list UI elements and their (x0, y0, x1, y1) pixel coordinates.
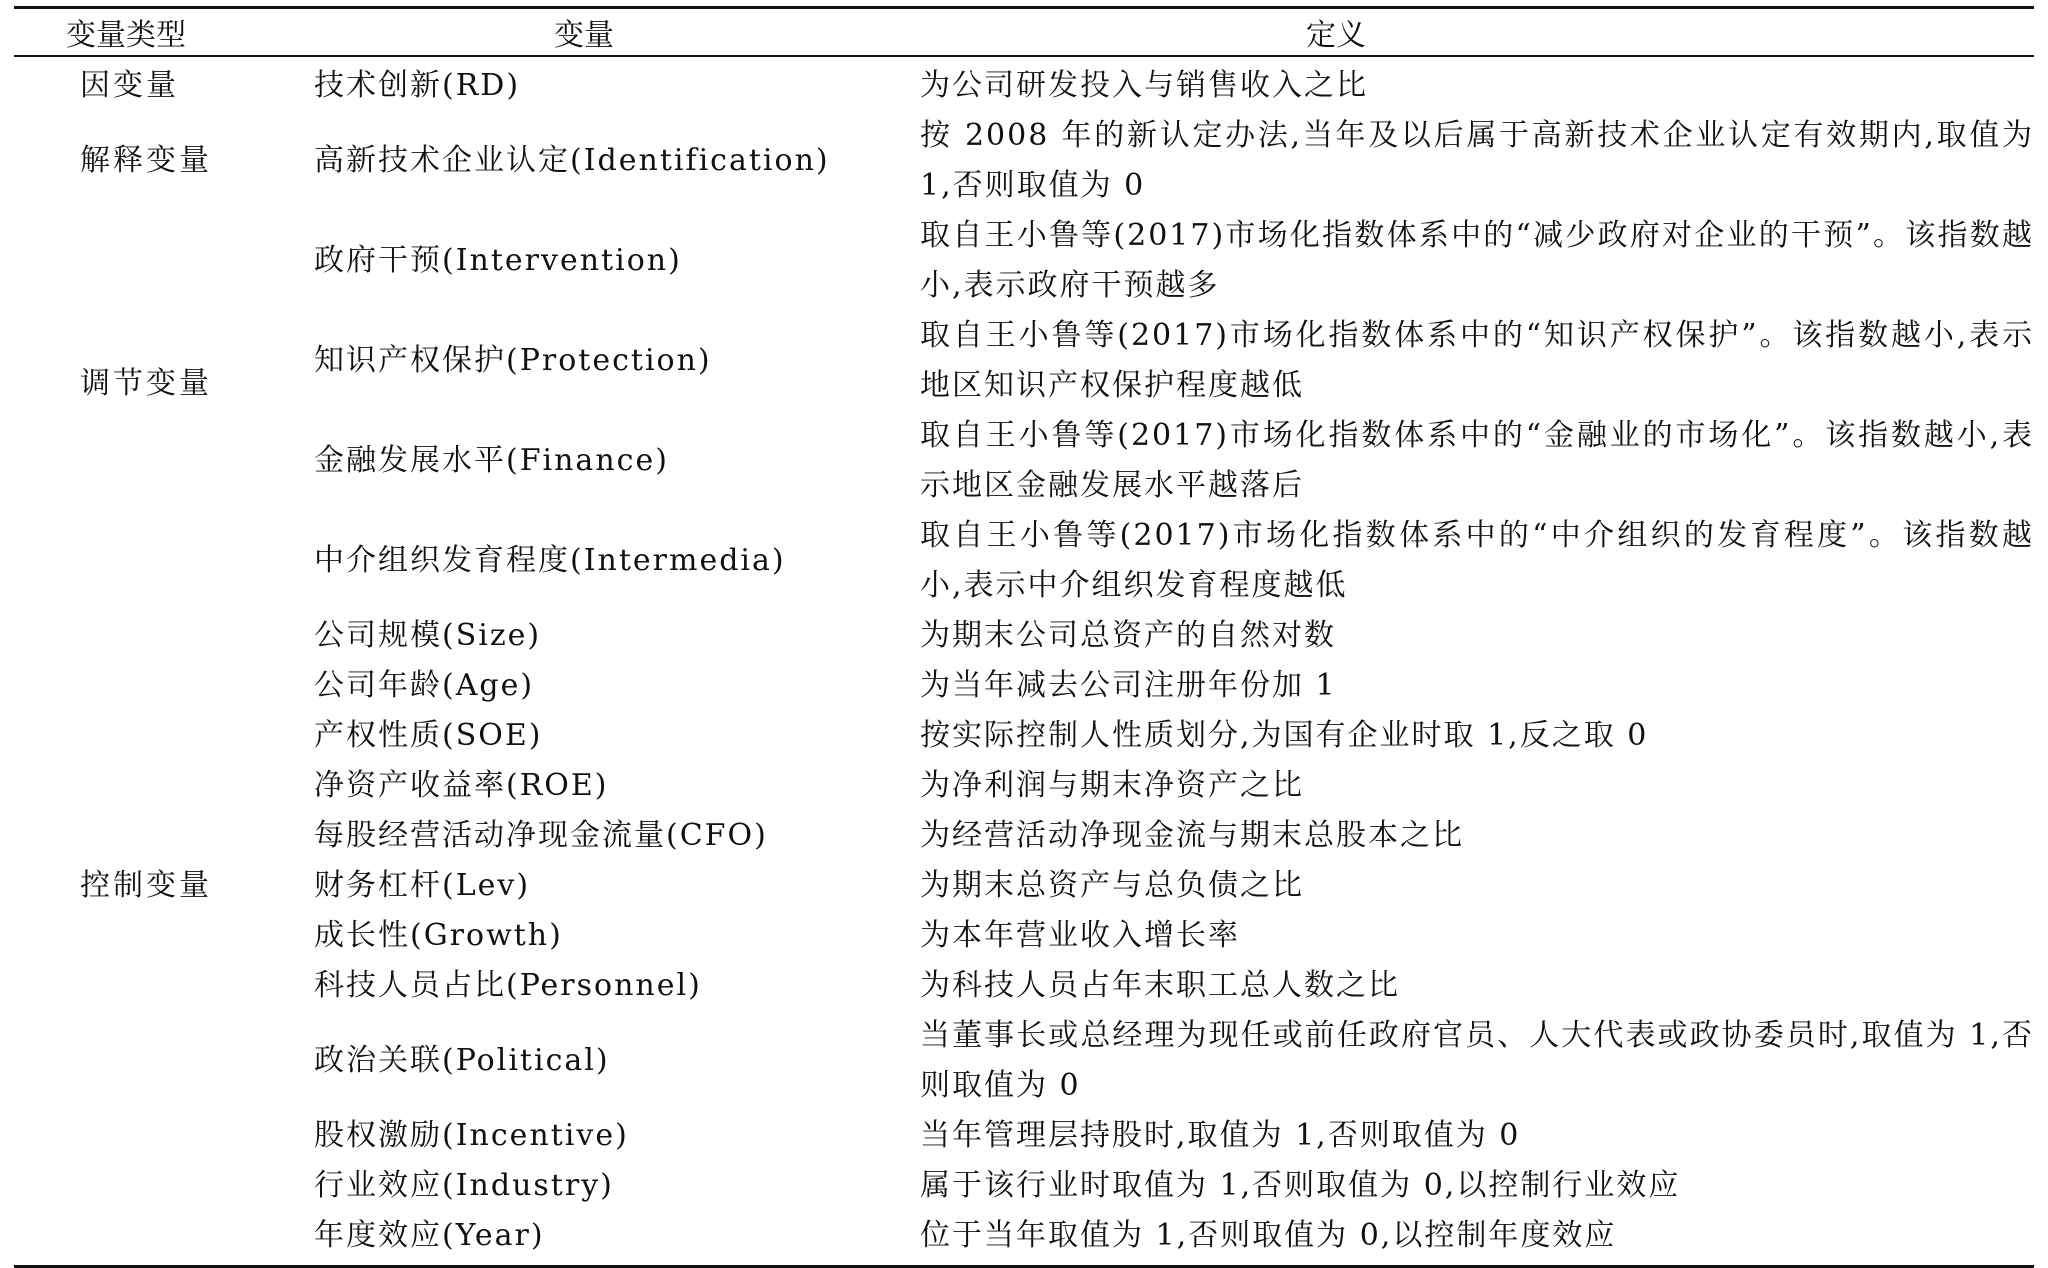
row-definition-cell: 为本年营业收入增长率 (920, 918, 1240, 953)
variable-definition-table-container (14, 6, 2034, 1268)
table-row (14, 56, 2034, 111)
row-type-cell (14, 711, 224, 761)
row-definition-cell: 为经营活动净现金流与期末总股本之比 (920, 818, 1464, 853)
table-row (14, 611, 2034, 661)
variable-definition-table (14, 6, 2034, 1268)
row-type-cell (14, 811, 224, 861)
table-row (14, 1111, 2034, 1161)
table-row (14, 311, 2034, 411)
row-type-cell (14, 1161, 224, 1211)
row-type-cell (14, 1011, 224, 1111)
table-header (14, 8, 2034, 57)
row-definition-cell: 取自王小鲁等(2017)市场化指数体系中的“减少政府对企业的干预”。该指数越小,表示政府干预越多 (920, 218, 2034, 303)
table-row (14, 711, 2034, 761)
row-variable-cell: 知识产权保护(Protection) (314, 343, 712, 378)
table-row (14, 511, 2034, 611)
row-definition-cell: 为当年减去公司注册年份加 1 (920, 668, 1337, 703)
row-type-cell: 解释变量 (80, 143, 212, 178)
row-type-cell (14, 411, 224, 511)
row-variable-cell: 股权激励(Incentive) (314, 1118, 629, 1153)
header-type: 变量类型 (66, 18, 186, 53)
table-row (14, 811, 2034, 861)
row-definition-cell: 按 2008 年的新认定办法,当年及以后属于高新技术企业认定有效期内,取值为 1,否则取值为 0 (920, 118, 2034, 203)
table-body (14, 56, 2034, 1267)
row-type-cell (14, 911, 224, 961)
table-row (14, 211, 2034, 311)
row-definition-cell: 取自王小鲁等(2017)市场化指数体系中的“中介组织的发育程度”。该指数越小,表示中介组织发育程度越低 (920, 518, 2034, 603)
row-variable-cell: 公司年龄(Age) (314, 668, 535, 703)
row-definition-cell: 按实际控制人性质划分,为国有企业时取 1,反之取 0 (920, 718, 1649, 753)
table-row (14, 411, 2034, 511)
row-definition-cell: 取自王小鲁等(2017)市场化指数体系中的“知识产权保护”。该指数越小,表示地区知识产权保护程度越低 (920, 318, 2034, 403)
header-variable: 变量 (554, 18, 614, 53)
row-type-cell (14, 611, 224, 661)
row-variable-cell: 净资产收益率(ROE) (314, 768, 609, 803)
row-type-cell: 调节变量 (80, 366, 212, 401)
row-definition-cell: 当年管理层持股时,取值为 1,否则取值为 0 (920, 1118, 1521, 1153)
row-type-cell (14, 661, 224, 711)
row-variable-cell: 年度效应(Year) (314, 1218, 545, 1253)
row-variable-cell: 金融发展水平(Finance) (314, 443, 669, 478)
row-type-cell (14, 511, 224, 611)
row-variable-cell: 高新技术企业认定(Identification) (314, 143, 830, 178)
row-definition-cell: 为科技人员占年末职工总人数之比 (920, 968, 1400, 1003)
row-definition-cell: 属于该行业时取值为 1,否则取值为 0,以控制行业效应 (920, 1168, 1681, 1203)
row-type-cell (14, 1111, 224, 1161)
row-variable-cell: 公司规模(Size) (314, 618, 542, 653)
row-variable-cell: 政府干预(Intervention) (314, 243, 682, 278)
row-definition-cell: 为期末公司总资产的自然对数 (920, 618, 1336, 653)
row-definition-cell: 取自王小鲁等(2017)市场化指数体系中的“金融业的市场化”。该指数越小,表示地区金融发展水平越落后 (920, 418, 2034, 503)
table-row (14, 1011, 2034, 1111)
row-type-cell: 控制变量 (80, 868, 212, 903)
row-variable-cell: 中介组织发育程度(Intermedia) (314, 543, 786, 578)
row-type-cell: 因变量 (80, 68, 179, 103)
row-type-cell (14, 1211, 224, 1267)
row-type-cell (14, 211, 224, 311)
row-definition-cell: 为净利润与期末净资产之比 (920, 768, 1304, 803)
row-definition-cell: 当董事长或总经理为现任或前任政府官员、人大代表或政协委员时,取值为 1,否则取值为 0 (920, 1018, 2034, 1103)
row-variable-cell: 成长性(Growth) (314, 918, 563, 953)
row-variable-cell: 政治关联(Political) (314, 1043, 610, 1078)
row-variable-cell: 每股经营活动净现金流量(CFO) (314, 818, 768, 853)
row-variable-cell: 产权性质(SOE) (314, 718, 543, 753)
row-variable-cell: 行业效应(Industry) (314, 1168, 614, 1203)
header-definition: 定义 (1306, 18, 1366, 53)
row-type-cell (14, 961, 224, 1011)
row-variable-cell: 财务杠杆(Lev) (314, 868, 531, 903)
row-definition-cell: 位于当年取值为 1,否则取值为 0,以控制年度效应 (920, 1218, 1617, 1253)
row-type-cell (14, 761, 224, 811)
table-row (14, 661, 2034, 711)
table-row (14, 961, 2034, 1011)
row-variable-cell: 科技人员占比(Personnel) (314, 968, 702, 1003)
table-row (14, 911, 2034, 961)
table-row (14, 861, 2034, 911)
table-row (14, 1161, 2034, 1211)
header-row (14, 8, 2034, 57)
table-row (14, 111, 2034, 211)
row-definition-cell: 为公司研发投入与销售收入之比 (920, 68, 1368, 103)
row-variable-cell: 技术创新(RD) (314, 68, 521, 103)
table-row (14, 761, 2034, 811)
table-row (14, 1211, 2034, 1267)
row-definition-cell: 为期末总资产与总负债之比 (920, 868, 1304, 903)
